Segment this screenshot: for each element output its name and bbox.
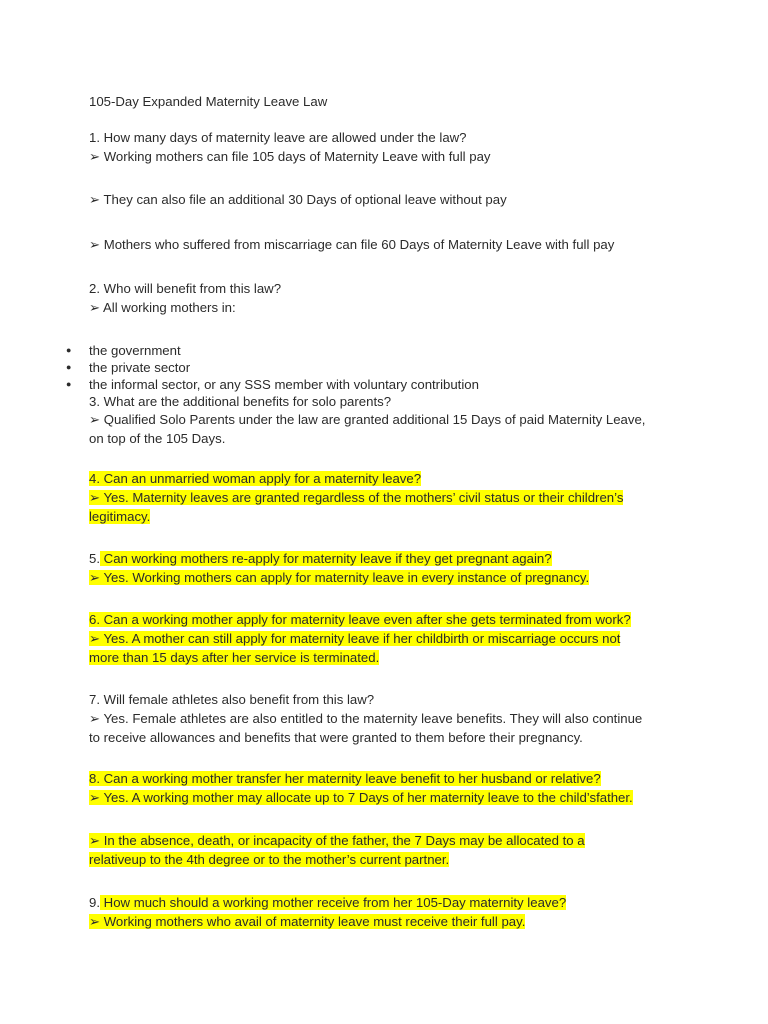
question-3: 3. What are the additional benefits for solo parents?: [89, 394, 392, 409]
answer-9: ➢ Working mothers who avail of maternity leave must receive their full pay.: [89, 914, 526, 929]
question-9: How much should a working mother receive from her 105-Day maternity leave?: [100, 895, 567, 910]
answer-8-extra-line2: relativeup to the 4th degree or to the mother’s current partner.: [89, 852, 450, 867]
answer-7-line2: to receive allowances and benefits that were granted to them before their pregnancy.: [89, 730, 583, 745]
question-6: 6. Can a working mother apply for maternity leave even after she gets terminated from work?: [89, 612, 631, 627]
question-7-block: [89, 690, 689, 747]
question-6-block: [89, 610, 689, 667]
document-title: 105-Day Expanded Maternity Leave Law: [89, 94, 328, 109]
answer-8: ➢ Yes. A working mother may allocate up to 7 Days of her maternity leave to the child’sfather.: [89, 790, 633, 805]
answer-3-line2: on top of the 105 Days.: [89, 431, 226, 446]
question-1: 1. How many days of maternity leave are allowed under the law?: [89, 130, 467, 145]
list-item: ● the informal sector, or any SSS member with voluntary contribution: [66, 377, 479, 392]
answer-8-extra-block: [89, 831, 689, 869]
question-5: Can working mothers re-apply for maternity leave if they get pregnant again?: [100, 551, 552, 566]
question-1-block: [89, 128, 689, 166]
question-5-block: [89, 549, 689, 587]
question-4-block: [89, 469, 689, 526]
answer-6-line2: more than 15 days after her service is terminated.: [89, 650, 380, 665]
question-4: 4. Can an unmarried woman apply for a maternity leave?: [89, 471, 422, 486]
question-5-number: 5.: [89, 551, 100, 566]
list-item: ● the government: [66, 343, 181, 358]
answer-1b: ➢ They can also file an additional 30 Days of optional leave without pay: [89, 192, 507, 207]
answer-1b-block: [89, 190, 689, 209]
bullet-icon: ●: [66, 379, 72, 389]
answer-1c-block: [89, 235, 689, 254]
bullet-icon: ●: [66, 345, 72, 355]
question-9-block: [89, 893, 689, 931]
question-2-block: [89, 279, 689, 317]
answer-8-extra-line1: ➢ In the absence, death, or incapacity of the father, the 7 Days may be allocated to a: [89, 833, 585, 848]
question-9-number: 9.: [89, 895, 100, 910]
answer-4-line1: ➢ Yes. Maternity leaves are granted regardless of the mothers’ civil status or their children’s: [89, 490, 624, 505]
question-3-block: [89, 393, 689, 448]
question-2: 2. Who will benefit from this law?: [89, 281, 282, 296]
question-7: 7. Will female athletes also benefit from this law?: [89, 692, 375, 707]
question-8: 8. Can a working mother transfer her maternity leave benefit to her husband or relative?: [89, 771, 601, 786]
answer-3-line1: ➢ Qualified Solo Parents under the law are granted additional 15 Days of paid Maternity Leave,: [89, 412, 646, 427]
answer-2: ➢ All working mothers in:: [89, 300, 236, 315]
answer-7-line1: ➢ Yes. Female athletes are also entitled to the maternity leave benefits. They will also continue: [89, 711, 643, 726]
beneficiaries-list: [0, 342, 700, 393]
bullet-icon: ●: [66, 362, 72, 372]
answer-1a: ➢ Working mothers can file 105 days of Maternity Leave with full pay: [89, 149, 491, 164]
answer-5: ➢ Yes. Working mothers can apply for maternity leave in every instance of pregnancy.: [89, 570, 590, 585]
list-item: ● the private sector: [66, 360, 191, 375]
question-8-block: [89, 769, 689, 807]
answer-6-line1: ➢ Yes. A mother can still apply for maternity leave if her childbirth or miscarriage occurs not: [89, 631, 621, 646]
answer-1c: ➢ Mothers who suffered from miscarriage can file 60 Days of Maternity Leave with full pay: [89, 237, 615, 252]
answer-4-line2: legitimacy.: [89, 509, 151, 524]
